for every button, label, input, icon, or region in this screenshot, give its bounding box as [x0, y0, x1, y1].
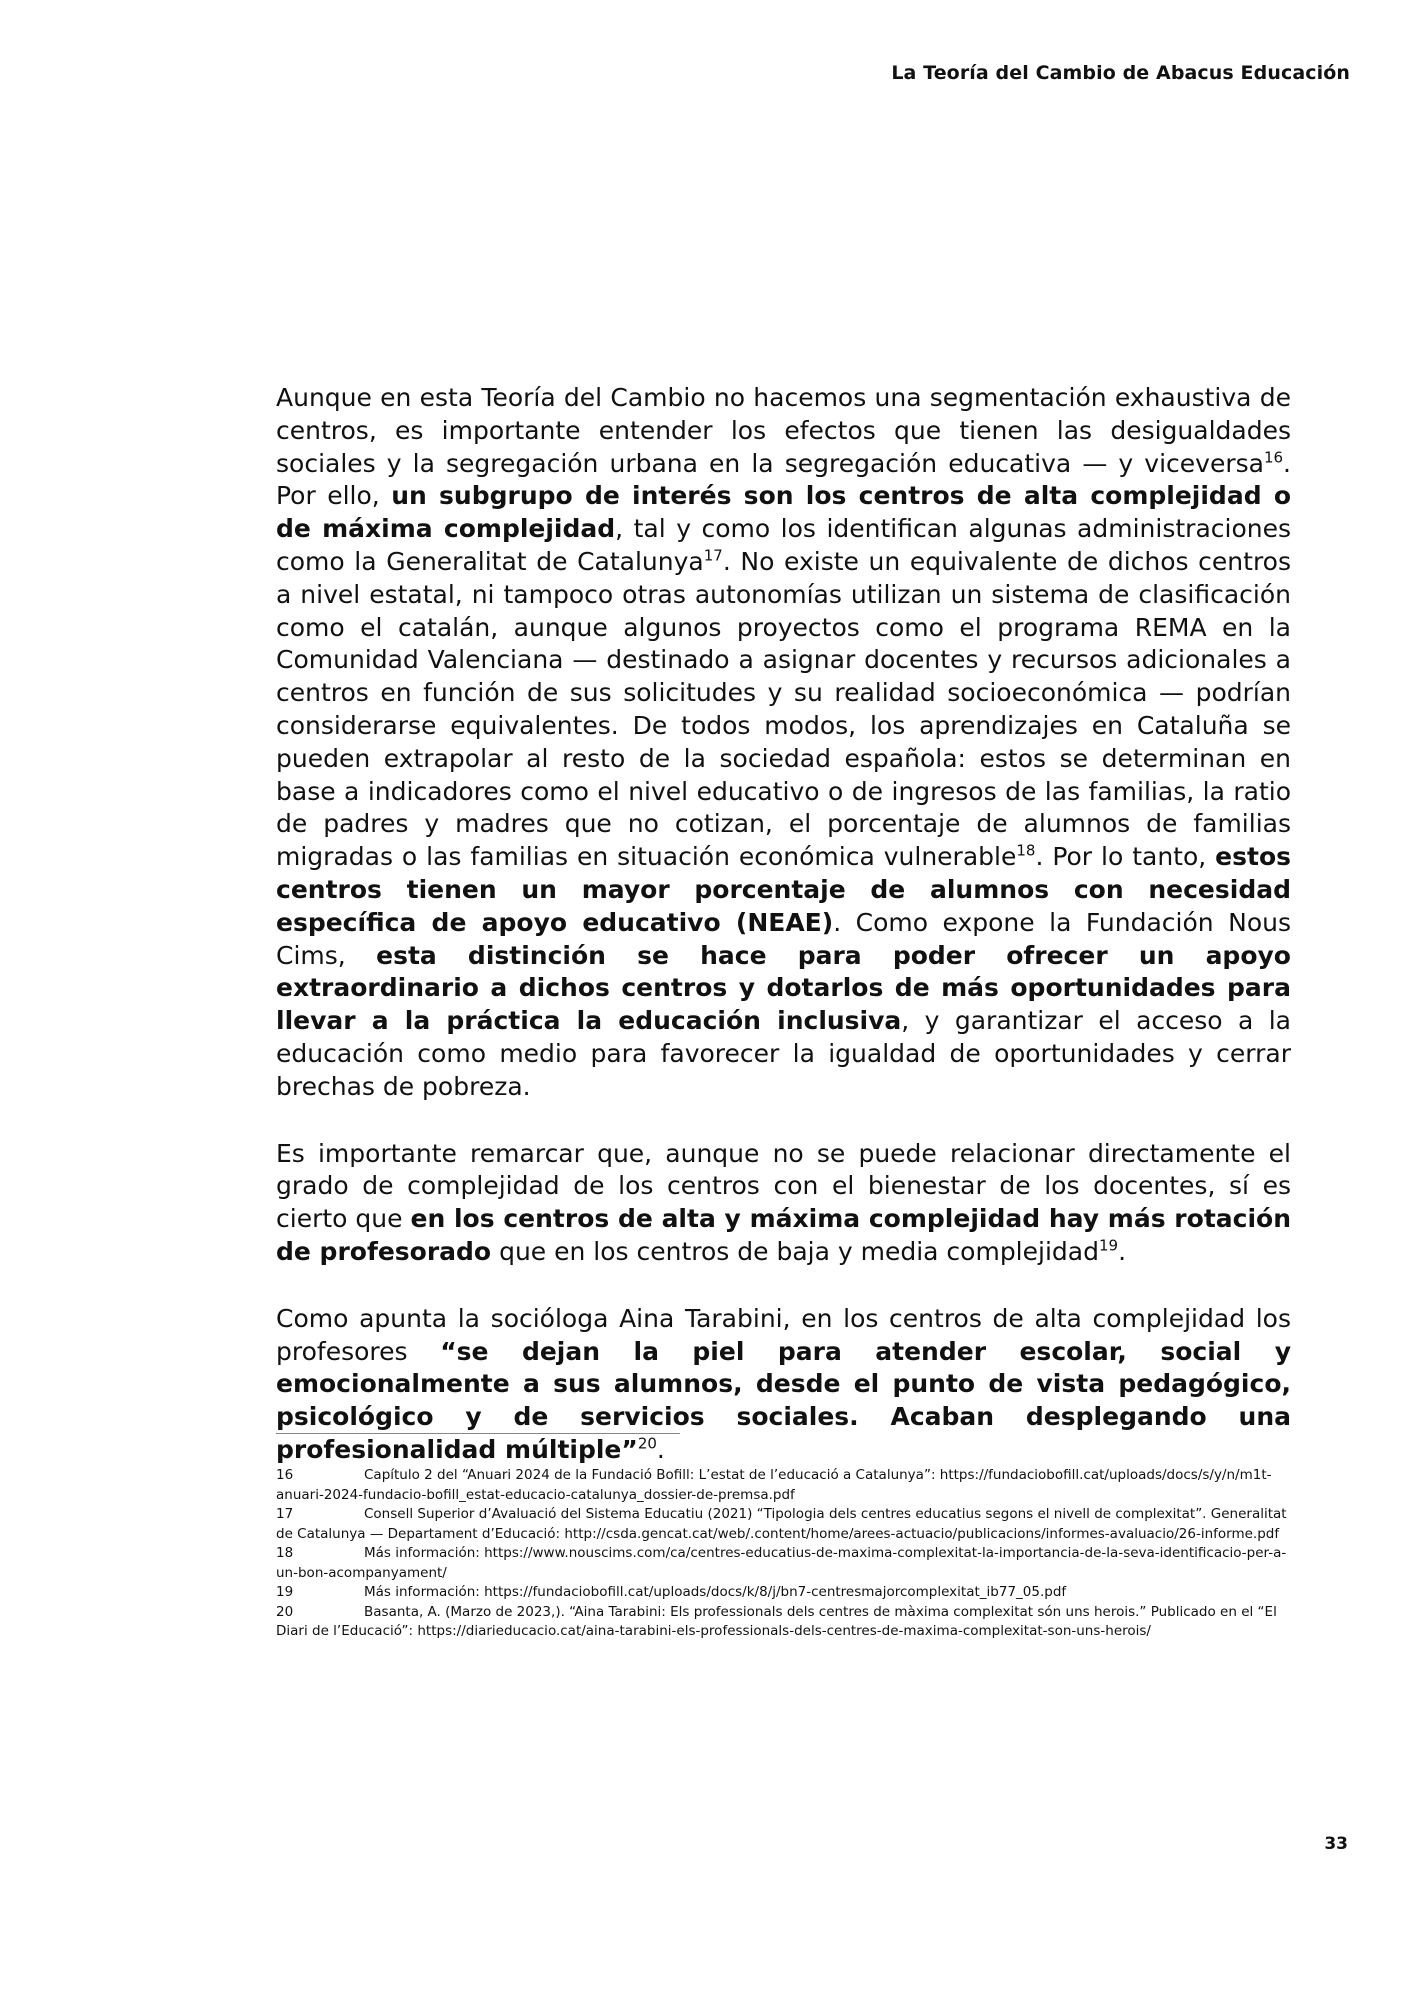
footnote-divider [276, 1433, 680, 1434]
paragraph-text: Aunque en esta Teoría del Cambio no hacemos una segmentación exhaustiva de centros, es importante entender los efectos que tienen las desigualdades sociales y la segregación urbana en la segregación educativa — y viceversa [276, 383, 1291, 478]
footnote-ref: 19 [1098, 1236, 1119, 1255]
body-paragraph [276, 1138, 1291, 1269]
footnote-ref: 16 [1263, 448, 1284, 467]
footnote-ref: 17 [703, 546, 723, 565]
paragraph-text: . No existe un equivalente de dichos centros a nivel estatal, ni tampoco otras autonomías utilizan un sistema de clasificación como el catalán, aunque algunos proyectos como el programa REMA en la Comunidad Valenciana — destinado a asignar docentes y recursos adicionales a centros en función de sus solicitudes y su realidad socioeconómica — podrían considerarse equivalentes. De todos modos, los aprendizajes en Cataluña se pueden extrapolar al resto de la sociedad española: estos se determinan en base a indicadores como el nivel educativo o de ingresos de las familias, la ratio de padres y madres que no cotizan, el porcentaje de alumnos de familias migradas o las familias en situación económica vulnerable [276, 546, 1291, 872]
paragraph-text: , y garantizar el acceso a la educación como medio para favorecer la igualdad de oportunidades y cerrar brechas de pobreza. [276, 1006, 1291, 1101]
footnote-text: Basanta, A. (Marzo de 2023,). “Aina Tarabini: Els professionals dels centres de màxima complexitat són uns herois.” Publicado en el “El Diari de l’Educació”: https://diarieducacio.cat/aina-tarabini-els-professionals-dels-centres-de-maxima-complexitat-son-uns-herois/ [276, 1603, 1277, 1639]
paragraph-text: que en los centros de baja y media complejidad [491, 1236, 1099, 1266]
footnote-ref: 20 [637, 1434, 657, 1453]
footnote-number: 20 [276, 1603, 294, 1620]
running-header-title: La Teoría del Cambio de Abacus Educación [891, 62, 1350, 84]
footnotes [276, 1466, 1301, 1642]
footnote-number: 16 [276, 1467, 294, 1483]
paragraph-text: Como apunta la socióloga Aina Tarabini, en los centros de alta complejidad los profesores [276, 1303, 1291, 1366]
paragraph-text: . [656, 1434, 665, 1464]
footnote-number: 17 [276, 1506, 294, 1522]
footnote-18 [276, 1544, 1301, 1583]
footnote-number: 18 [276, 1545, 294, 1561]
footnote-text: Consell Superior d’Avaluació del Sistema Educatiu (2021) “Tipologia dels centres educatius segons el nivell de complexitat”. Generalitat de Catalunya — Departament d’Educació: http://csda.gencat.cat/web/.content/home/arees-actuacio/publicacions/informes-avaluacio/26-informe.pdf [276, 1506, 1287, 1542]
emphasis-text: un subgrupo de interés son los centros de alta complejidad o de máxima complejidad [276, 481, 1291, 544]
paragraph-text: . Por ello, [276, 448, 1291, 511]
footnote-17 [276, 1505, 1301, 1544]
footnote-20 [276, 1603, 1301, 1642]
paragraph-text: Es importante remarcar que, aunque no se puede relacionar directamente el grado de complejidad de los centros con el bienestar de los docentes, sí es cierto que [276, 1138, 1291, 1234]
emphasis-text: en los centros de alta y máxima complejidad hay más rotación de profesorado [276, 1204, 1291, 1266]
footnote-text: Más información: https://www.nouscims.com/ca/centres-educatius-de-maxima-complexitat-la-importancia-de-la-seva-identificacio-per-a-un-bon-acompanyament/ [276, 1545, 1287, 1581]
emphasis-text: estos centros tienen un mayor porcentaje de alumnos con necesidad específica de apoyo educativo (NEAE) [276, 842, 1292, 937]
footnote-text: Capítulo 2 del “Anuari 2024 de la Fundació Bofill: L’estat de l’educació a Catalunya”: https://fundaciobofill.cat/uploads/docs/s/y/n/m1t-anuari-2024-fundacio-bofill_estat-educacio-catalunya_dossier-de-premsa.pdf [276, 1467, 1272, 1503]
body-paragraph [276, 382, 1291, 1104]
body-paragraph [276, 1303, 1291, 1467]
footnote-number: 19 [276, 1584, 294, 1600]
footnote-text: Más información: https://fundaciobofill.cat/uploads/docs/k/8/j/bn7-centresmajorcomplexitat_ib77_05.pdf [364, 1584, 1067, 1600]
main-body [276, 382, 1291, 1501]
paragraph-text: , tal y como los identifican algunas administraciones como la Generalitat de Catalunya [276, 514, 1291, 576]
page-number: 33 [1324, 1834, 1348, 1854]
footnote-19 [276, 1583, 1301, 1603]
paragraph-text: . [1118, 1236, 1127, 1266]
footnote-ref: 18 [1016, 841, 1036, 860]
paragraph-text: . Como expone la Fundación Nous Cims, [276, 907, 1292, 970]
footnote-16 [276, 1466, 1301, 1505]
paragraph-text: . Por lo tanto, [1035, 842, 1216, 872]
emphasis-text: esta distinción se hace para poder ofrecer un apoyo extraordinario a dichos centros y dotarlos de más oportunidades para llevar a la práctica la educación inclusiva [276, 940, 1291, 1036]
emphasis-text: “se dejan la piel para atender escolar, social y emocionalmente a sus alumnos, desde el punto de vista pedagógico, psicológico y de servicios sociales. Acaban desplegando una profesionalidad múltiple” [276, 1336, 1291, 1464]
